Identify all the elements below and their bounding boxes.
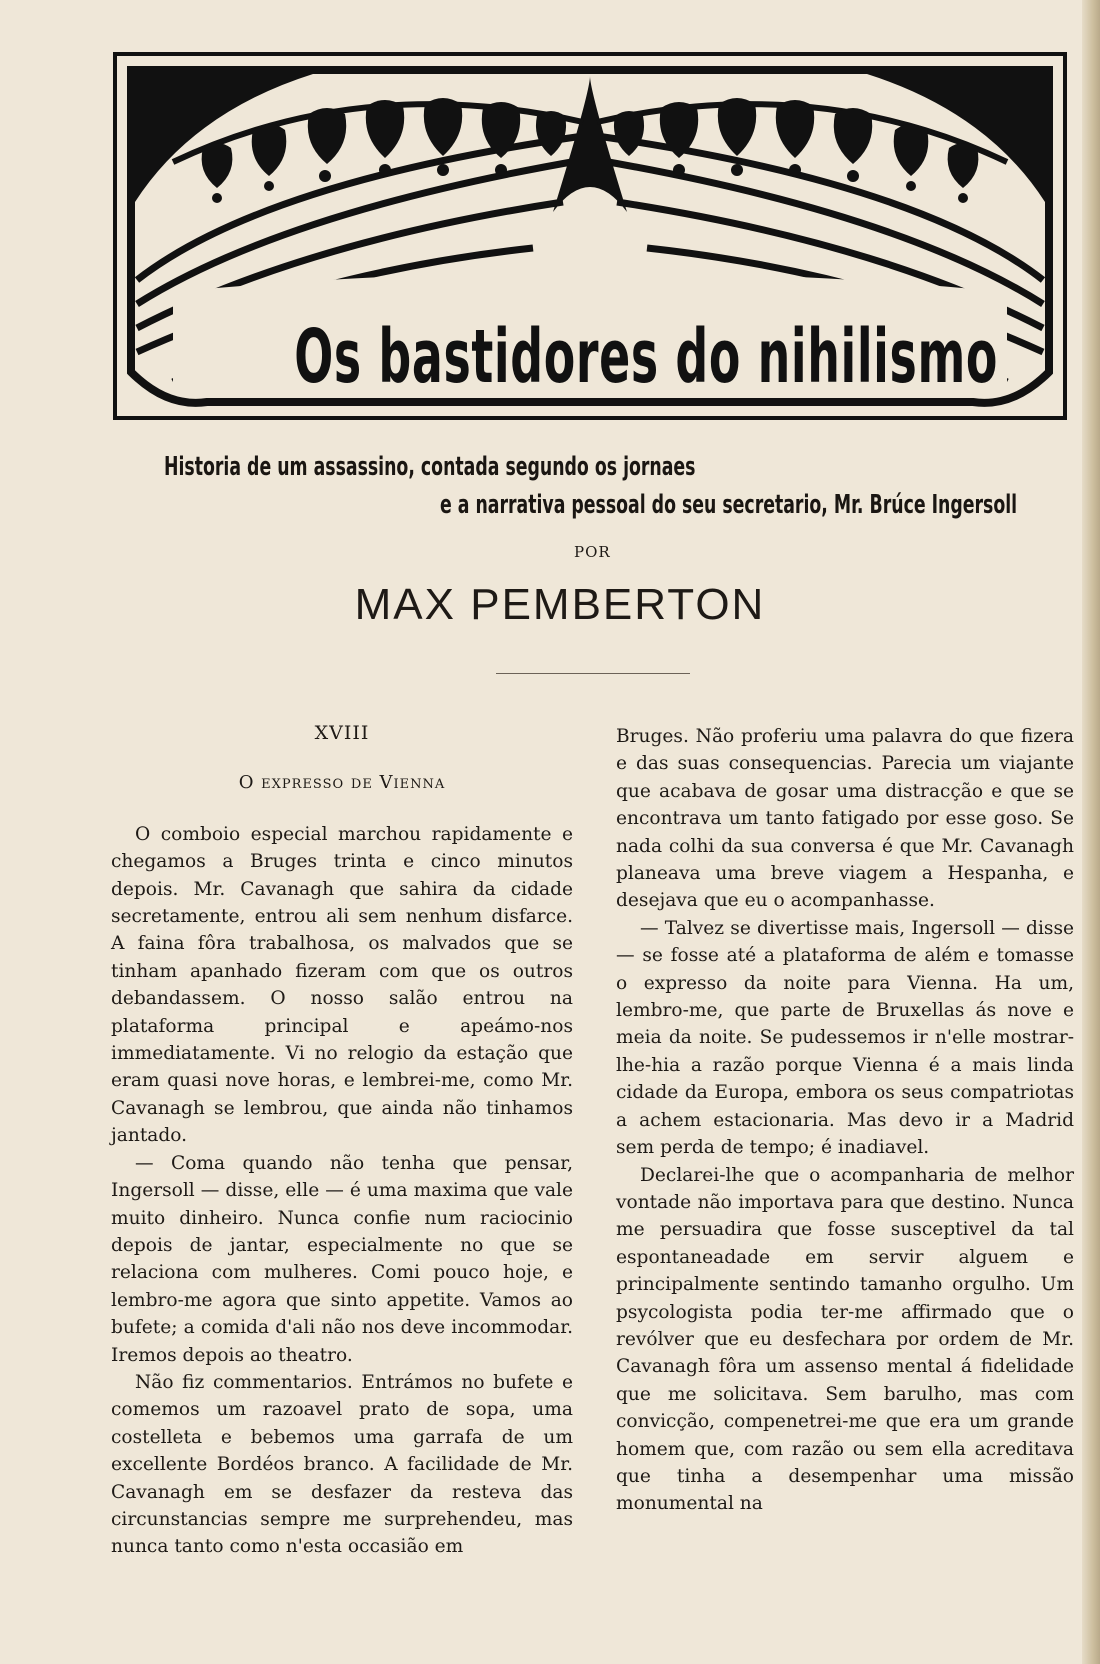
paragraph: — Talvez se divertisse mais, Ingersoll — disse — se fosse até a plataforma de além e tomasse o expresso da noite para Vienna. Ha um, lembro-me, que parte de Bruxellas ás nove e meia da noite. Se pudessemos ir n'elle mostrar-lhe-hia a razão porque Vienna é a mais linda cidade da Europa, embora os seus compatriotas a achem estacionaria. Mas devo ir a Madrid sem perda de tempo; é inadiavel. [616, 917, 1074, 1159]
banner-title: Os bastidores do nihilismo [294, 314, 999, 400]
subtitle-line-2: e a narrativa pessoal do seu secretario, Mr. Brúce Ingersoll [440, 490, 1018, 520]
divider-rule [496, 673, 690, 674]
right-column [616, 723, 1074, 1518]
paragraph: — Coma quando não tenha que pensar, Ingersoll — disse, elle — é uma maxima que vale muito dinheiro. Nunca confie num raciocinio depois de jantar, especialmente no que se relaciona com mulheres. Comi pouco hoje, e lembro-me agora que sinto appetite. Vamos ao bufete; a comida d'ali não nos deve incommodar. Iremos depois ao theatro. [111, 1152, 573, 1366]
paragraph: Bruges. Não proferiu uma palavra do que fizera e das suas consequencias. Parecia um viajante que acabava de gosar uma distracção e que se encontrava um tanto fatigado por esse goso. Se nada colhi da sua conversa é que Mr. Cavanagh planeava uma breve viagem a Hespanha, e desejava que eu o acompanhasse. [616, 726, 1074, 912]
paragraph: Declarei-lhe que o acompanharia de melhor vontade não importava para que destino. Nunca me persuadira que fosse susceptivel da tal espontaneadade em servir alguem e principalmente sentindo tamanho orgulho. Um psycologista podia ter-me affirmado que o revólver que eu desfechara por ordem de Mr. Cavanagh fôra um assenso mental á fidelidade que me solicitava. Sem barulho, mas com convicção, compenetrei-me que era um grande homem que, com razão ou sem ella acreditava que tinha a desempenhar uma missão monumental na [616, 1164, 1074, 1515]
subtitle-line-1: Historia de um assassino, contada segundo os jornaes [164, 452, 696, 482]
page-edge [1082, 0, 1100, 1664]
ornamental-banner [113, 52, 1067, 420]
chapter-number: XVIII [314, 722, 370, 744]
chapter-title: O expresso de Vienna [238, 772, 446, 794]
author-name: MAX PEMBERTON [354, 580, 766, 629]
left-column [111, 720, 573, 1561]
byline: POR [574, 543, 611, 561]
paragraph: O comboio especial marchou rapidamente e chegamos a Bruges trinta e cinco minutos depois. Mr. Cavanagh que sahira da cidade secretamente, entrou ali sem nenhum disfarce. A faina fôra trabalhosa, os malvados que se tinham apanhado fizeram com que os outros debandassem. O nosso salão entrou na plataforma principal e apeámo-nos immediatamente. Vi no relogio da estação que eram quasi nove horas, e lembrei-me, como Mr. Cavanagh se lembrou, que ainda não tinhamos jantado. [111, 823, 573, 1147]
paragraph: Não fiz commentarios. Entrámos no bufete e comemos um razoavel prato de sopa, uma costelleta e bebemos uma garrafa de um excellente Bordéos branco. A facilidade de Mr. Cavanagh em se desfazer da resteva das circunstancias sempre me surprehendeu, mas nunca tanto como n'esta occasião em [111, 1371, 573, 1558]
